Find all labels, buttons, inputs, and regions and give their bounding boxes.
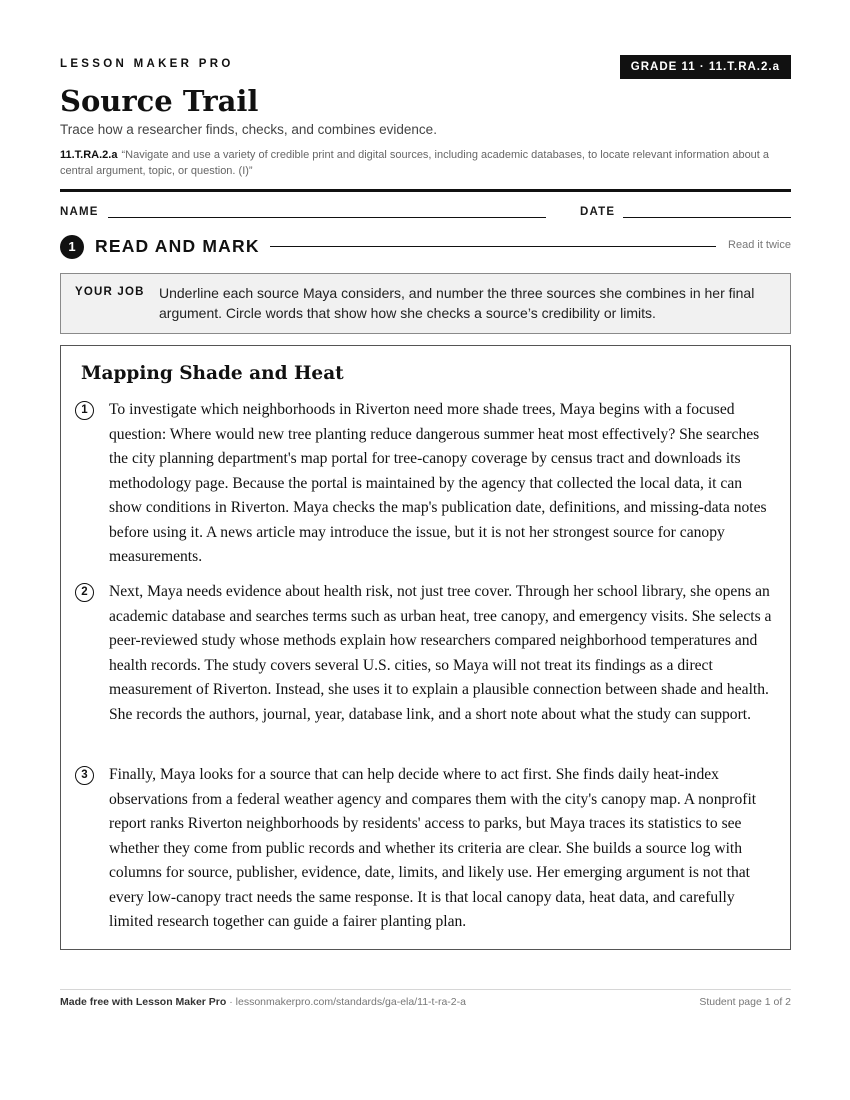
section-note: Read it twice — [728, 239, 791, 251]
standard-description — [60, 147, 791, 179]
footer-url[interactable]: · lessonmakerpro.com/standards/ga-ela/11-t-ra-2-a — [226, 996, 466, 1008]
passage-title: Mapping Shade and Heat — [81, 363, 344, 384]
paragraph-text: To investigate which neighborhoods in Riverton need more shade trees, Maya begins with a focused question: Where would new tree planting reduce dangerous summer heat most effectively? She searches the city planning department's map portal for tree-canopy coverage by census tract and downloads its methodology page. Because the portal is maintained by the agency that collected the local data, it can show conditions in Riverton. Maya checks the map's publication date, definitions, and missing-data notes before using it. A news article may introduce the issue, but it is not her strongest source for canopy measurements. — [109, 401, 767, 565]
paragraph-text: Finally, Maya looks for a source that can help decide where to act first. She finds daily heat-index observations from a federal weather agency and compares them with the city's canopy map. A nonprofit report ranks Riverton neighborhoods by residents' access to parks, but Maya traces its statistics to see whether they come from public records and whether its criteria are clear. She builds a source log with columns for source, publisher, evidence, date, limits, and likely use. Her emerging argument is not that every low-canopy tract needs the same response. It is that local canopy data, heat data, and carefully limited research together can guide a fairer planting plan. — [109, 766, 757, 930]
standard-text: “Navigate and use a variety of credible print and digital sources, including academic databases, to locate relevant information about a central argument, topic, or question. (I)” — [60, 149, 770, 177]
name-date-row — [60, 204, 791, 222]
section-title: READ AND MARK — [95, 236, 260, 256]
paragraph-number-icon: 2 — [75, 583, 94, 602]
header-row — [60, 55, 791, 79]
section-divider — [270, 246, 716, 247]
date-label: DATE — [580, 206, 616, 218]
instructions-label: YOUR JOB — [75, 286, 145, 298]
header-divider — [60, 189, 791, 192]
page-indicator: Student page 1 of 2 — [699, 996, 791, 1008]
date-field[interactable] — [623, 217, 791, 218]
footer-credit — [60, 996, 466, 1008]
section-heading — [60, 235, 791, 259]
page-subtitle: Trace how a researcher finds, checks, and combines evidence. — [60, 122, 437, 137]
footer-made-with: Made free with Lesson Maker Pro — [60, 996, 227, 1008]
footer-divider — [60, 989, 791, 990]
worksheet-page — [60, 0, 791, 1100]
page-title: Source Trail — [60, 84, 259, 118]
reading-passage — [60, 345, 791, 950]
paragraph-text: Next, Maya needs evidence about health risk, not just tree cover. Through her school library, she opens an academic database and searches terms such as urban heat, tree canopy, and emergency visits. She selects a peer-reviewed study whose methods explain how researchers compared neighborhood temperatures and health records. The study covers several U.S. cities, so Maya will not treat its findings as a direct measurement of Riverton. Instead, she uses it to explain a plausible connection between shade and health. She records the authors, journal, year, database link, and a short note about what the study can support. — [109, 583, 772, 723]
paragraph-number-icon: 1 — [75, 401, 94, 420]
step-number-badge: 1 — [60, 235, 84, 259]
name-field[interactable] — [108, 217, 546, 218]
instructions-text: Underline each source Maya considers, and number the three sources she combines in her final argument. Circle words that show how she checks a source’s credibility or limits. — [159, 285, 755, 321]
name-label: NAME — [60, 206, 99, 218]
brand-name: LESSON MAKER PRO — [60, 58, 234, 70]
instructions-box — [60, 273, 791, 334]
paragraph-number-icon: 3 — [75, 766, 94, 785]
standard-code: 11.T.RA.2.a — [60, 149, 118, 161]
grade-badge: GRADE 11 · 11.T.RA.2.a — [620, 55, 791, 79]
